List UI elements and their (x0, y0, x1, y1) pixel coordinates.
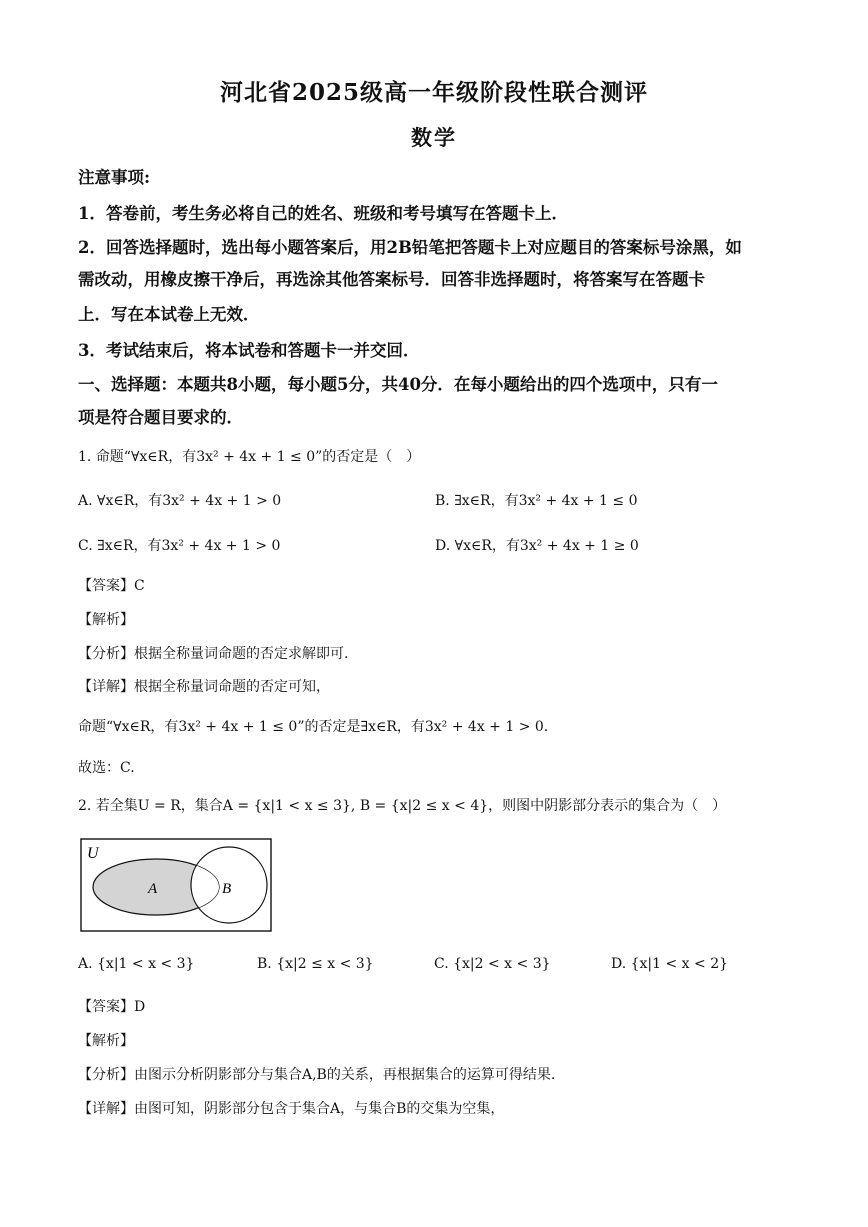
q2-stem: 2. 若全集U = R，集合A = {x|1 < x ≤ 3}, B = {x|2 ≤ x < 4}，则图中阴影部分表示的集合为（ ） (78, 798, 727, 814)
q1-jiexi: 【解析】 (78, 612, 134, 628)
q2-fenxi: 【分析】由图示分析阴影部分与集合A,B的关系，再根据集合的运算可得结果. (78, 1067, 556, 1083)
q1-option-a: A. ∀x∈R，有3x² + 4x + 1 > 0 (78, 493, 282, 509)
q2-option-c: C. {x|2 < x < 3} (434, 956, 551, 972)
q2-jiexi: 【解析】 (78, 1033, 134, 1049)
q1-answer: 【答案】C (78, 578, 145, 594)
q2-answer: 【答案】D (78, 999, 146, 1015)
section-heading-line-1: 一、选择题：本题共8小题，每小题5分，共40分．在每小题给出的四个选项中，只有一 (78, 375, 718, 394)
exam-title: 河北省2025级高一年级阶段性联合测评 (219, 79, 648, 106)
notice-item-2-line-2: 需改动，用橡皮擦干净后，再选涂其他答案标号．回答非选择题时，将答案写在答题卡 (78, 270, 705, 289)
venn-diagram (80, 838, 274, 934)
notice-item-2-line-3: 上．写在本试卷上无效． (78, 305, 260, 324)
notice-item-3: 3．考试结束后，将本试卷和答题卡一并交回． (78, 341, 420, 360)
q1-fenxi: 【分析】根据全称量词命题的否定求解即可. (78, 646, 349, 662)
q1-option-b: B. ∃x∈R，有3x² + 4x + 1 ≤ 0 (435, 493, 638, 509)
notice-item-1: 1．答卷前，考生务必将自己的姓名、班级和考号填写在答题卡上． (78, 204, 568, 223)
venn-label-u: U (87, 845, 99, 862)
venn-label-b: B (222, 881, 232, 897)
notice-heading: 注意事项: (78, 168, 151, 187)
q2-xiangjie: 【详解】由图可知，阴影部分包含于集合A，与集合B的交集为空集， (78, 1101, 505, 1117)
q2-option-a: A. {x|1 < x < 3} (78, 956, 195, 972)
q1-stem: 1. 命题“∀x∈R，有3x² + 4x + 1 ≤ 0”的否定是（ ） (78, 449, 421, 465)
q2-option-d: D. {x|1 < x < 2} (611, 956, 729, 972)
q1-detail: 命题“∀x∈R，有3x² + 4x + 1 ≤ 0”的否定是∃x∈R，有3x² + 4x + 1 > 0. (78, 719, 549, 735)
q1-option-c: C. ∃x∈R，有3x² + 4x + 1 > 0 (78, 538, 281, 554)
section-heading-line-2: 项是符合题目要求的． (78, 408, 243, 427)
notice-item-2-line-1: 2．回答选择题时，选出每小题答案后，用2B铅笔把答题卡上对应题目的答案标号涂黑，如 (78, 238, 742, 257)
q1-conclusion: 故选：C. (78, 760, 135, 776)
q1-option-d: D. ∀x∈R，有3x² + 4x + 1 ≥ 0 (435, 538, 639, 554)
subject-title: 数学 (411, 125, 457, 150)
q2-option-b: B. {x|2 ≤ x < 3} (257, 956, 374, 972)
q1-xiangjie: 【详解】根据全称量词命题的否定可知， (78, 679, 330, 695)
venn-label-a: A (148, 881, 158, 897)
